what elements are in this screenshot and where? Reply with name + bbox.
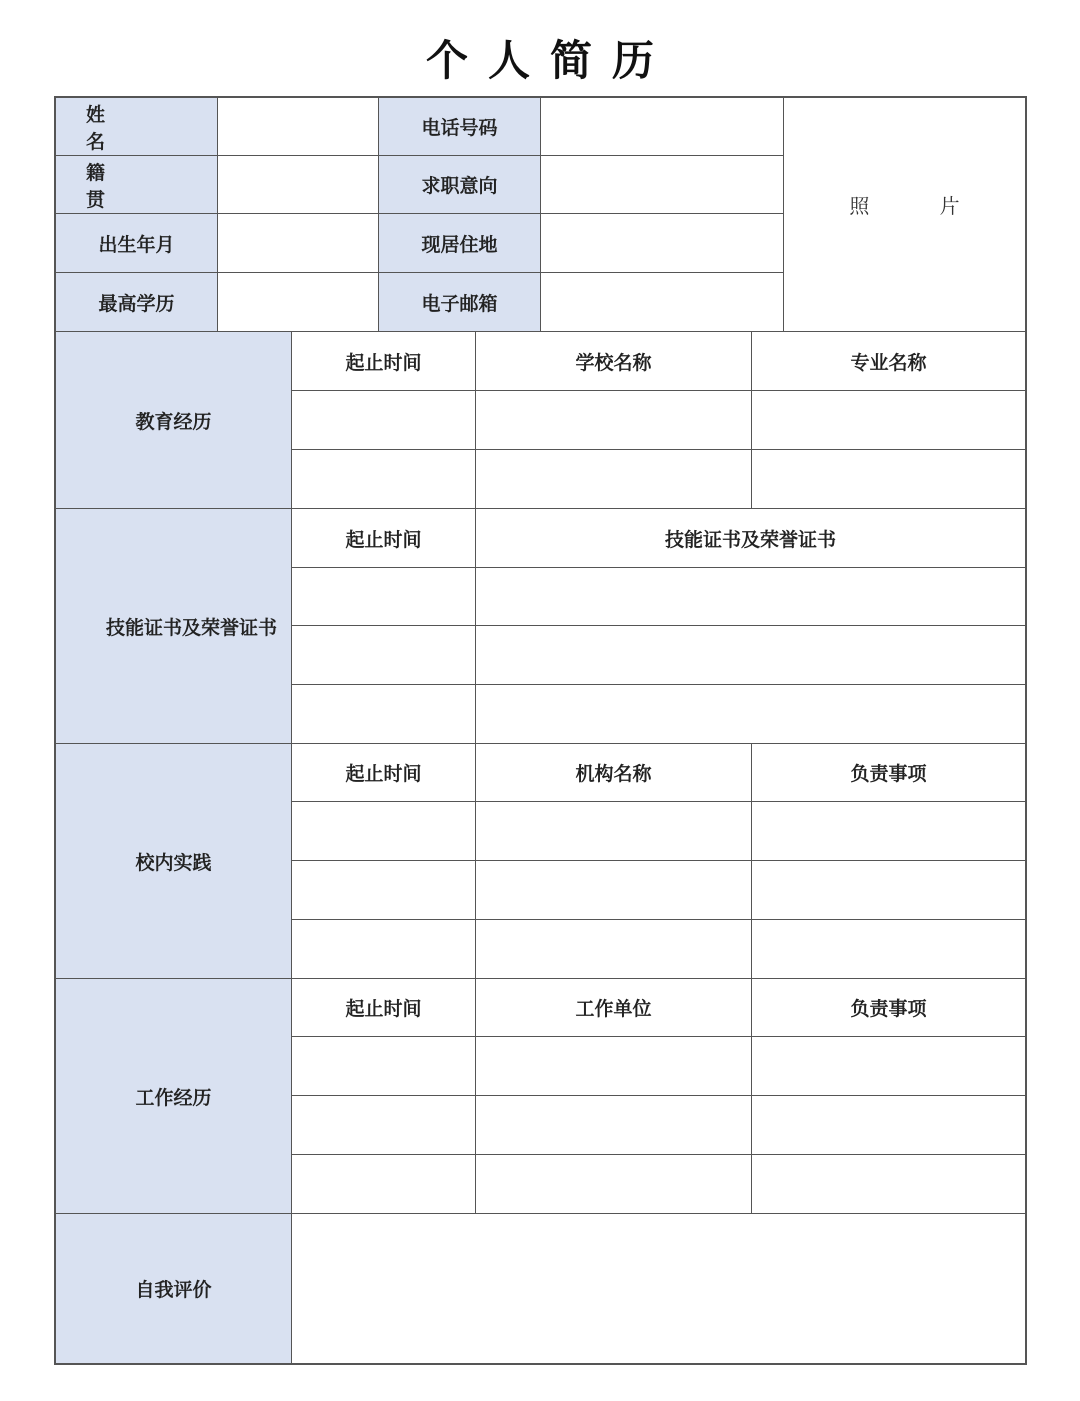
native-place-field[interactable] [217,155,379,214]
campus-header-org: 机构名称 [475,743,752,802]
work-row-1-period[interactable] [291,1036,476,1096]
phone-label: 电话号码 [378,97,541,156]
degree-label: 最高学历 [55,272,218,332]
education-row-2-period[interactable] [291,449,476,509]
birth-field[interactable] [217,213,379,273]
page-title: 个人简历 [425,36,674,85]
work-row-1-company[interactable] [475,1036,752,1096]
campus-row-1-period[interactable] [291,801,476,861]
work-header-company: 工作单位 [475,978,752,1037]
name-label: 姓 名 [55,97,218,156]
certificates-row-3-period[interactable] [291,684,476,744]
campus-row-3-org[interactable] [475,919,752,979]
native-place-label: 籍 贯 [55,155,218,214]
campus-row-3-period[interactable] [291,919,476,979]
campus-row-2-org[interactable] [475,860,752,920]
work-row-3-duty[interactable] [751,1154,1026,1214]
education-header-period: 起止时间 [291,331,476,391]
job-intent-field[interactable] [540,155,784,214]
education-label: 教育经历 [55,331,292,509]
certificates-row-1-period[interactable] [291,567,476,626]
self-eval-label: 自我评价 [55,1213,292,1364]
education-header-school: 学校名称 [475,331,752,391]
education-row-1-period[interactable] [291,390,476,450]
degree-field[interactable] [217,272,379,332]
work-row-1-duty[interactable] [751,1036,1026,1096]
campus-row-1-org[interactable] [475,801,752,861]
campus-row-2-period[interactable] [291,860,476,920]
work-row-3-period[interactable] [291,1154,476,1214]
residence-field[interactable] [540,213,784,273]
work-label: 工作经历 [55,978,292,1214]
birth-label: 出生年月 [55,213,218,273]
campus-row-3-duty[interactable] [751,919,1026,979]
job-intent-label: 求职意向 [378,155,541,214]
certificates-row-2-period[interactable] [291,625,476,685]
campus-header-duty: 负责事项 [751,743,1026,802]
education-row-2-school[interactable] [475,449,752,509]
certificates-header-name: 技能证书及荣誉证书 [475,508,1026,568]
self-eval-field[interactable] [291,1213,1026,1364]
certificates-row-2-name[interactable] [475,625,1026,685]
work-row-2-period[interactable] [291,1095,476,1155]
campus-header-period: 起止时间 [291,743,476,802]
campus-label: 校内实践 [55,743,292,979]
education-row-1-major[interactable] [751,390,1026,450]
education-row-1-school[interactable] [475,390,752,450]
campus-row-2-duty[interactable] [751,860,1026,920]
certificates-row-3-name[interactable] [475,684,1026,744]
work-header-period: 起止时间 [291,978,476,1037]
education-header-major: 专业名称 [751,331,1026,391]
name-field[interactable] [217,97,379,156]
certificates-row-1-name[interactable] [475,567,1026,626]
email-label: 电子邮箱 [378,272,541,332]
work-row-2-duty[interactable] [751,1095,1026,1155]
certificates-label: 技能证书及荣誉证书 [55,508,292,744]
work-header-duty: 负责事项 [751,978,1026,1037]
phone-field[interactable] [540,97,784,156]
email-field[interactable] [540,272,784,332]
campus-row-1-duty[interactable] [751,801,1026,861]
work-row-3-company[interactable] [475,1154,752,1214]
certificates-header-period: 起止时间 [291,508,476,568]
photo-placeholder[interactable]: 照 片 [783,97,1026,332]
work-row-2-company[interactable] [475,1095,752,1155]
education-row-2-major[interactable] [751,449,1026,509]
residence-label: 现居住地 [378,213,541,273]
